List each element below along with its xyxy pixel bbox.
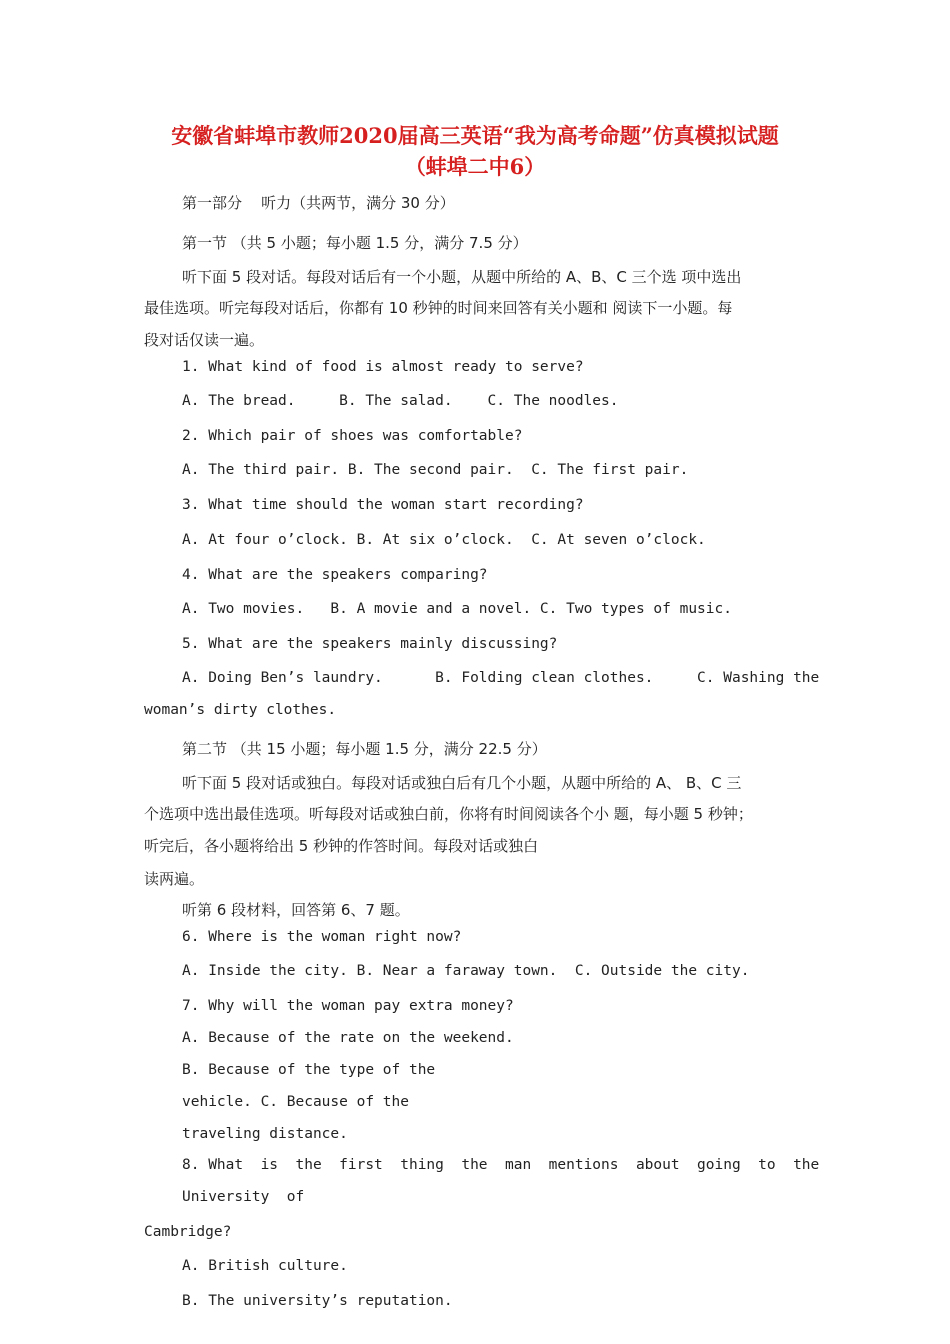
question-7-option-b: B. Because of the type of the	[182, 1062, 436, 1078]
question-5-options: woman’s dirty clothes.	[144, 702, 337, 718]
section1-heading: 第一节 （共 5 小题；每小题 1.5 分，满分 7.5 分）	[182, 234, 528, 252]
section2-instruction: 个选项中选出最佳选项。听每段对话或独白前，你将有时间阅读各个小 题，每小题 5 秒钟；	[144, 805, 753, 823]
question-8-option-b: B. The university’s reputation.	[182, 1293, 453, 1309]
section2-heading: 第二节 （共 15 小题；每小题 1.5 分，满分 22.5 分）	[182, 740, 547, 758]
question-7: 7. Why will the woman pay extra money?	[182, 998, 514, 1014]
document-title: 安徽省蚌埠市教师2020届高三英语“我为高考命题”仿真模拟试题	[171, 123, 779, 148]
question-3-options: A. At four o’clock. B. At six o’clock. C. At seven o’clock.	[182, 532, 706, 548]
question-3: 3. What time should the woman start recording?	[182, 497, 584, 513]
question-2: 2. Which pair of shoes was comfortable?	[182, 428, 523, 444]
question-7-option-a: A. Because of the rate on the weekend.	[182, 1030, 514, 1046]
question-8: Cambridge?	[144, 1224, 232, 1240]
part1-heading: 第一部分 听力（共两节，满分 30 分）	[182, 194, 455, 212]
section2-instruction: 听下面 5 段对话或独白。每段对话或独白后有几个小题，从题中所给的 A、 B、C 三	[182, 774, 742, 792]
question-1: 1. What kind of food is almost ready to serve?	[182, 359, 584, 375]
section1-instruction: 听下面 5 段对话。每段对话后有一个小题，从题中所给的 A、B、C 三个选 项中选出	[182, 268, 742, 286]
question-5: 5. What are the speakers mainly discussing?	[182, 636, 558, 652]
question-8: University of	[182, 1189, 305, 1205]
question-7-option-b: vehicle. C. Because of the	[182, 1094, 409, 1110]
question-2-options: A. The third pair. B. The second pair. C. The first pair.	[182, 462, 689, 478]
material-6-heading: 听第 6 段材料，回答第 6、7 题。	[182, 901, 410, 919]
question-1-options: A. The bread. B. The salad. C. The noodles.	[182, 393, 619, 409]
section1-instruction: 最佳选项。听完每段对话后，你都有 10 秒钟的时间来回答有关小题和 阅读下一小题。每	[144, 299, 733, 317]
section1-instruction: 段对话仅读一遍。	[144, 331, 265, 349]
question-4: 4. What are the speakers comparing?	[182, 567, 488, 583]
question-5-options: A. Doing Ben’s laundry. B. Folding clean clothes. C. Washing the	[182, 670, 820, 686]
section2-instruction: 听完后，各小题将给出 5 秒钟的作答时间。每段对话或独白	[144, 837, 539, 855]
question-6: 6. Where is the woman right now?	[182, 929, 462, 945]
document-subtitle: （蚌埠二中6）	[404, 154, 546, 179]
question-7-option-c: traveling distance.	[182, 1126, 348, 1142]
question-4-options: A. Two movies. B. A movie and a novel. C. Two types of music.	[182, 601, 732, 617]
question-8: 8. What is the first thing the man mentions about going to the	[182, 1157, 820, 1173]
question-8-option-a: A. British culture.	[182, 1258, 348, 1274]
question-6-options: A. Inside the city. B. Near a faraway town. C. Outside the city.	[182, 963, 750, 979]
section2-instruction: 读两遍。	[144, 870, 205, 888]
